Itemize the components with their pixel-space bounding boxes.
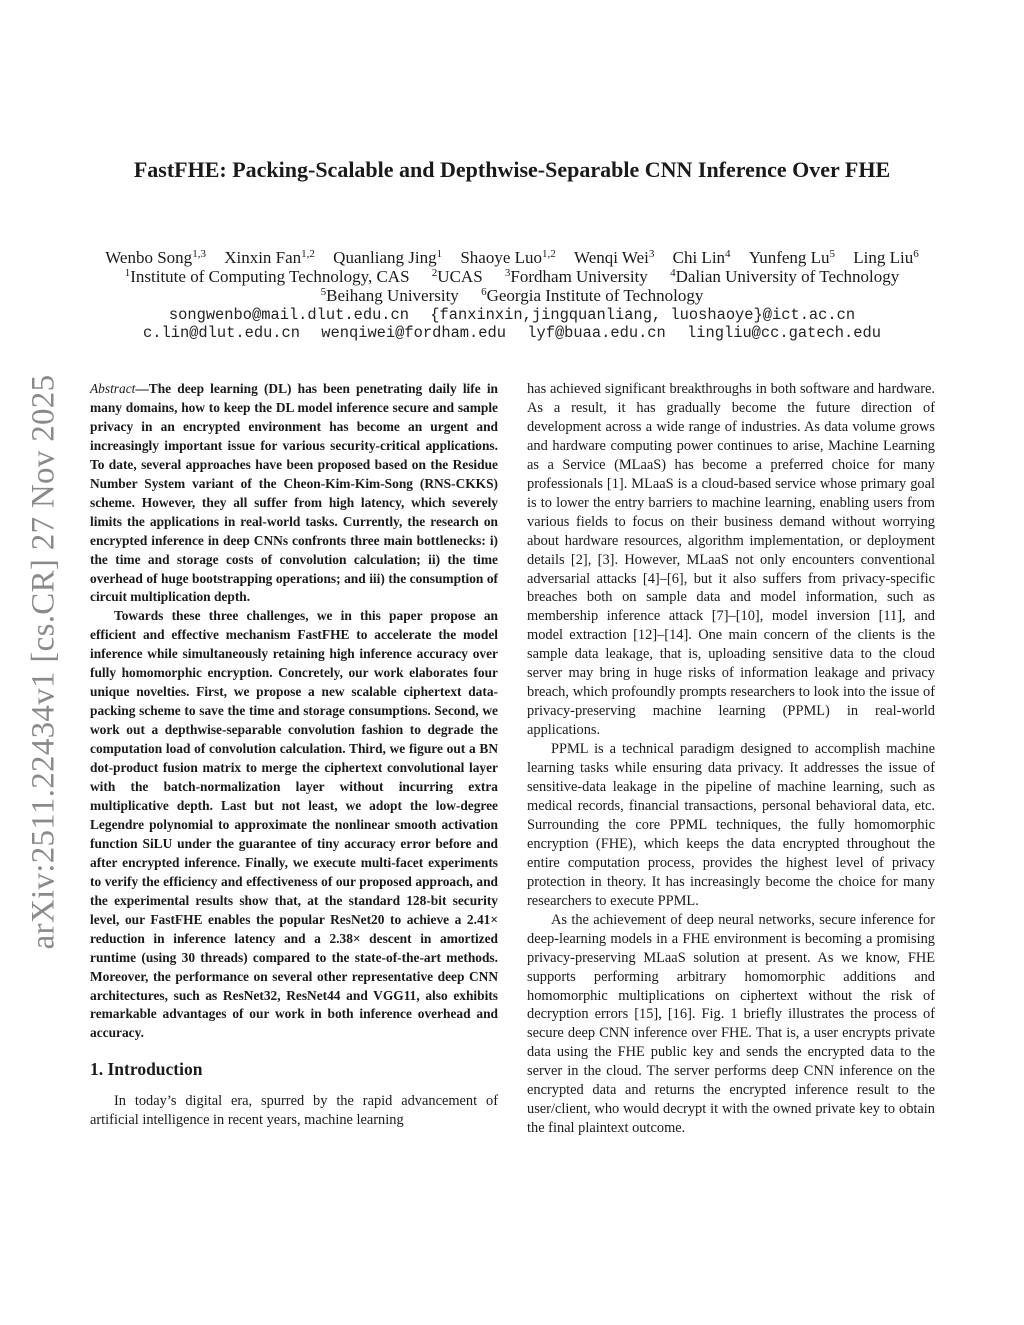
email-line (0, 324, 1024, 342)
author: Ling Liu$^6$ (853, 248, 919, 267)
affiliation: $^4$Dalian University of Technology (670, 267, 900, 286)
author: Shaoye Luo$^{1,2}$ (460, 248, 556, 267)
body-paragraph: PPML is a technical paradigm designed to accomplish machine learning tasks while ensuring data privacy. It addresses the issue of sensitive-data leakage in the pipeline of machine learning, such as medical records, financial transactions, personal behavioral data, etc. Surrounding the core PPML techniques, the fully homomorphic encryption (FHE), which keeps the data encrypted throughout the entire computation process, provides the highest level of privacy protection in theory. It has increasingly become the choice for many researchers to execute PPML. (527, 741, 935, 909)
paper-title: FastFHE: Packing-Scalable and Depthwise-Separable CNN Inference Over FHE (133, 157, 891, 182)
author: Quanliang Jing$^1$ (333, 248, 443, 267)
affiliation-list (0, 267, 1024, 286)
author: Xinxin Fan$^{1,2}$ (224, 248, 315, 267)
affiliation: $^5$Beihang University (320, 286, 459, 305)
author-block (0, 248, 1024, 305)
email: songwenbo@mail.dlut.edu.cn (168, 306, 410, 324)
author-list (0, 248, 1024, 267)
email: c.lin@dlut.edu.cn (143, 324, 301, 342)
email: lingliu@cc.gatech.edu (687, 324, 881, 342)
affiliation-list (0, 286, 1024, 305)
author: Yunfeng Lu$^5$ (748, 248, 836, 267)
body-paragraph: In today’s digital era, spurred by the rapid advancement of artificial intelligence in recent years, machine learning (90, 1093, 498, 1129)
abstract-label: Abstract (90, 381, 136, 396)
author: Wenbo Song$^{1,3}$ (105, 248, 206, 267)
right-column (527, 380, 935, 1138)
left-column (90, 380, 498, 1130)
affiliation: $^3$Fordham University (504, 267, 648, 286)
body-paragraph: As the achievement of deep neural networks, secure inference for deep-learning models in a FHE environment is becoming a promising privacy-preserving MLaaS solution at present. As we know, FHE supports performing arbitrary homomorphic additions and homomorphic multiplications on ciphertext without the risk of decryption errors [15], [16]. Fig. 1 briefly illustrates the process of secure deep CNN inference over FHE. That is, a user encrypts private data using the FHE public key and sends the encrypted data to the server in the cloud. The server performs deep CNN inference on the encrypted data and returns the encrypted inference result to the user/client, who would decrypt it with the owned private key to obtain the final plaintext outcome. (527, 911, 935, 1137)
affiliation: $^2$UCAS (431, 267, 483, 286)
author: Chi Lin$^4$ (672, 248, 731, 267)
email-line (0, 306, 1024, 324)
arxiv-identifier: arXiv:2511.22434v1 [cs.CR] 27 Nov 2025 (25, 374, 62, 950)
section-heading: 1. Introduction (90, 1059, 203, 1080)
abstract-paragraph: Towards these three challenges, we in this paper propose an efficient and effective mechanism FastFHE to accelerate the model inference while simultaneously retaining high inference accuracy over fully homomorphic encryption. Concretely, our work elaborates four unique novelties. First, we propose a new scalable ciphertext data-packing scheme to save the time and storage consumptions. Second, we work out a depthwise-separable convolution fashion to degrade the computation load of convolution calculation. Third, we figure out a BN dot-product fusion matrix to merge the ciphertext convolutional layer with the batch-normalization layer without incurring extra multiplicative depth. Last but not least, we adopt the low-degree Legendre polynomial to approximate the nonlinear smooth activation function SiLU under the guarantee of tiny accuracy error before and after encrypted inference. Finally, we execute multi-facet experiments to verify the efficiency and effectiveness of our proposed approach, and the experimental results show that, at the standard 128-bit security level, our FastFHE enables the popular ResNet20 to achieve a 2.41× reduction in inference latency and a 2.38× descent in amortized runtime (using 30 threads) compared to the state-of-the-art methods. Moreover, the performance on several other representative deep CNN architectures, such as ResNet32, ResNet44 and VGG11, also exhibits remarkable advantages of our work in both inference overhead and accuracy. (90, 608, 498, 1041)
email: {fanxinxin,jingquanliang, luoshaoye}@ict.ac.cn (430, 306, 856, 324)
affiliation: $^6$Georgia Institute of Technology (481, 286, 704, 305)
affiliation: $^1$Institute of Computing Technology, CAS (124, 267, 410, 286)
body-paragraph: has achieved significant breakthroughs in both software and hardware. As a result, it has gradually become the future direction of development across a wide range of industries. As data volume grows and hardware computing power continues to arise, Machine Learning as a Service (MLaaS) has become a preferred choice for many professionals [1]. MLaaS is a cloud-based service whose primary goal is to lower the entry barriers to machine learning, enabling users from various fields to focus on their business demand without worrying about hardware resources, algorithm implementation, or deployment details [2], [3]. However, MLaaS not only encounters conventional adversarial attacks [4]–[6], but it also suffers from privacy-specific breaches both on sample data and model information, such as membership inference attack [7]–[10], model inversion [11], and model extraction [12]–[14]. One main concern of the clients is the sample data leakage, that is, uploading sensitive data to the cloud server may bring in huge risks of information leakage and privacy breach, which profoundly prompts researchers to look into the issue of privacy-preserving machine learning (PPML) in real-world applications. (527, 381, 935, 739)
email: wenqiwei@fordham.edu (321, 324, 506, 342)
abstract-paragraph: Abstract—The deep learning (DL) has been penetrating daily life in many domains, how to keep the DL model inference secure and sample privacy in an encrypted environment has become an urgent and increasingly important issue for various security-critical applications. To date, several approaches have been proposed based on the Residue Number System variant of the Cheon-Kim-Kim-Song (RNS-CKKS) scheme. However, they all suffer from high latency, which severely limits the applications in real-world tasks. Currently, the research on encrypted inference in deep CNNs confronts three main bottlenecks: i) the time and storage costs of convolution calculation; ii) the time overhead of huge bootstrapping operations; and iii) the consumption of circuit multiplication depth. (90, 381, 498, 605)
author: Wenqi Wei$^3$ (574, 248, 655, 267)
email-block (0, 306, 1024, 342)
email: lyf@buaa.edu.cn (527, 324, 666, 342)
